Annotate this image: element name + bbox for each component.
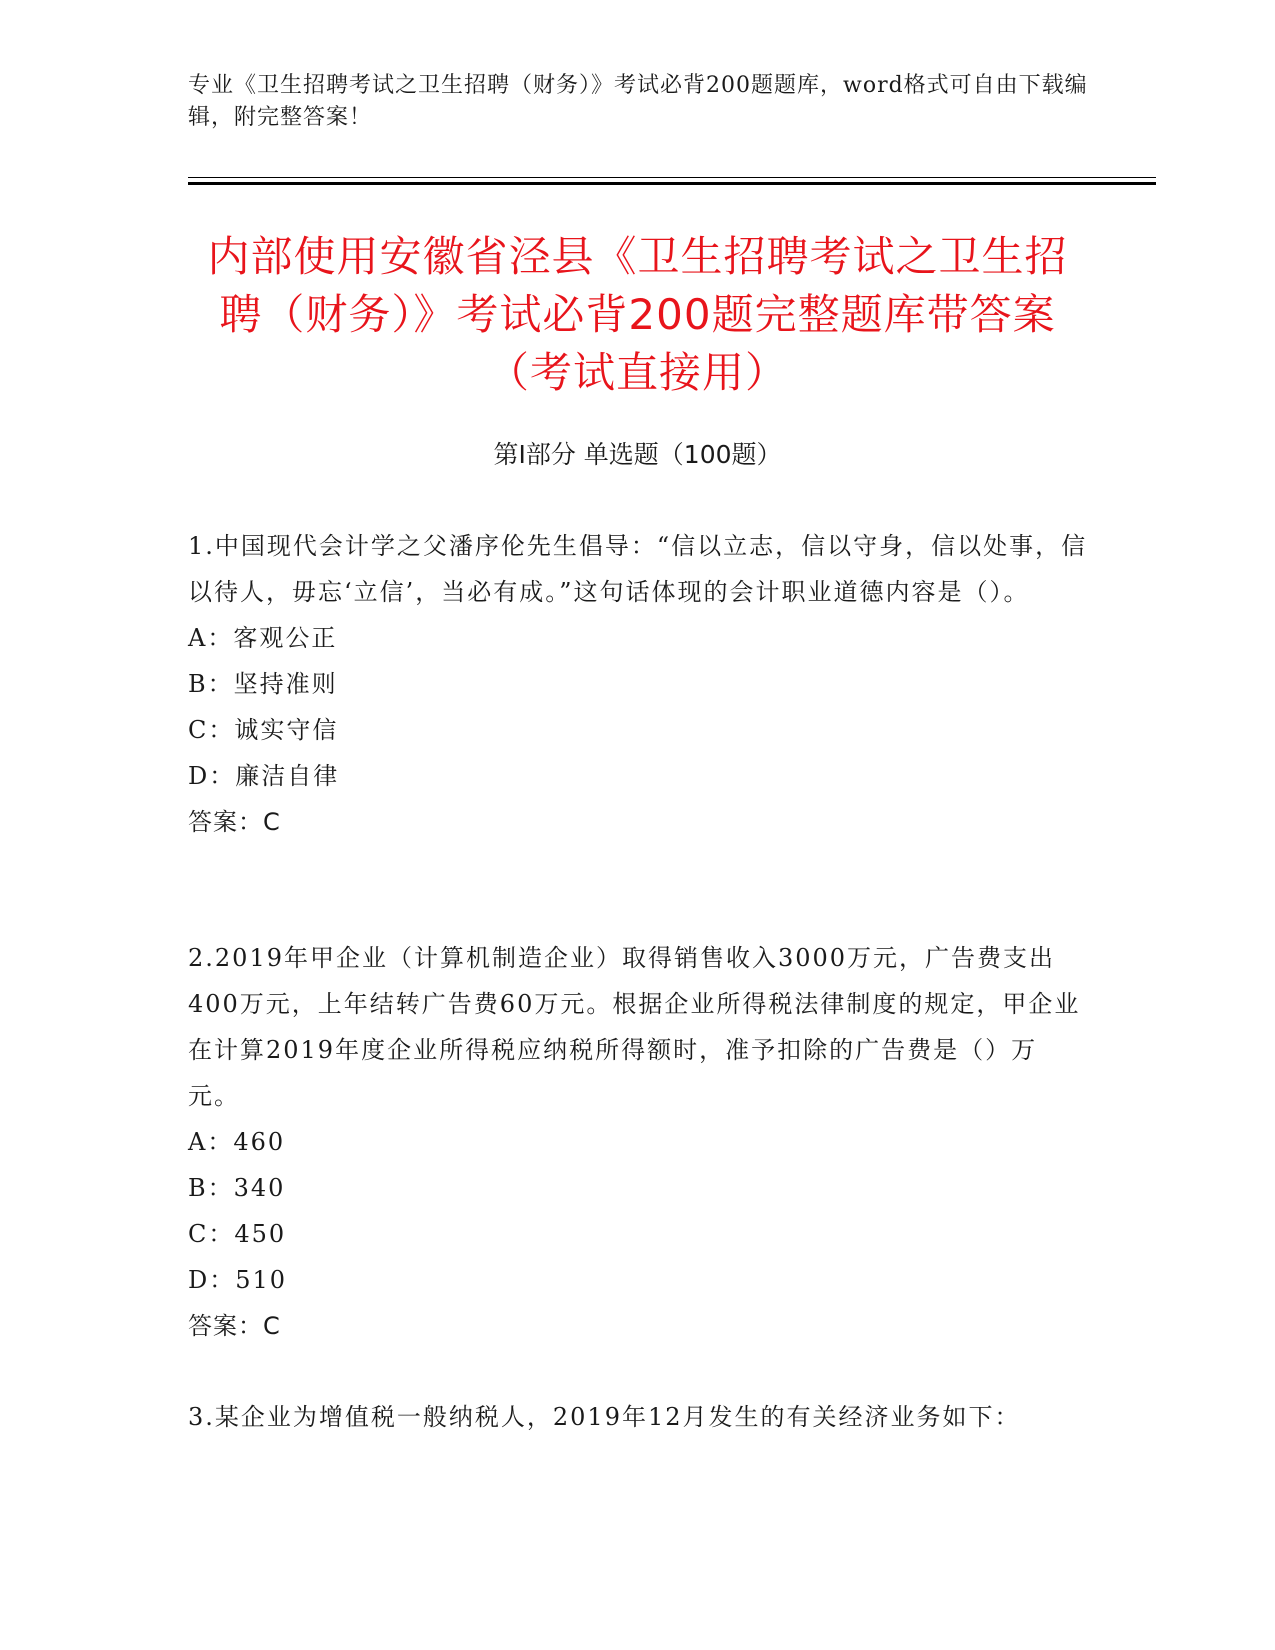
question-2 xyxy=(188,935,1088,1349)
option-d: D：廉洁自律 xyxy=(188,762,340,790)
option-a: A：客观公正 xyxy=(188,624,338,652)
document-title: 内部使用安徽省泾县《卫生招聘考试之卫生招聘（财务）》考试必背200题完整题库带答案（考试直接用） xyxy=(207,232,1068,397)
section-title: 第I部分 单选题（100题） xyxy=(493,440,782,469)
option-c: C：450 xyxy=(188,1220,287,1248)
option-c: C：诚实守信 xyxy=(188,716,339,744)
question-1 xyxy=(188,523,1088,845)
header-rule-thin xyxy=(188,177,1156,178)
option-b: B：340 xyxy=(188,1174,286,1202)
answer-line: 答案：C xyxy=(188,1312,281,1340)
answer-line: 答案：C xyxy=(188,808,281,836)
header-rule-thick xyxy=(188,182,1156,185)
question-text: 3.某企业为增值税一般纳税人，2019年12月发生的有关经济业务如下： xyxy=(188,1403,1021,1431)
option-d: D：510 xyxy=(188,1266,288,1294)
question-text: 2.2019年甲企业（计算机制造企业）取得销售收入3000万元，广告费支出400万元，上年结转广告费60万元。根据企业所得税法律制度的规定，甲企业在计算2019年度企业所得税应纳税所得额时，准予扣除的广告费是（）万元。 xyxy=(188,944,1081,1110)
question-text: 1.中国现代会计学之父潘序伦先生倡导：“信以立志，信以守身，信以处事，信以待人，毋忘‘立信’，当必有成。”这句话体现的会计职业道德内容是（）。 xyxy=(188,532,1088,606)
option-b: B：坚持准则 xyxy=(188,670,338,698)
header-note: 专业《卫生招聘考试之卫生招聘（财务）》考试必背200题题库，word格式可自由下载编辑，附完整答案！ xyxy=(188,73,1088,130)
question-3 xyxy=(188,1394,1088,1440)
option-a: A：460 xyxy=(188,1128,286,1156)
